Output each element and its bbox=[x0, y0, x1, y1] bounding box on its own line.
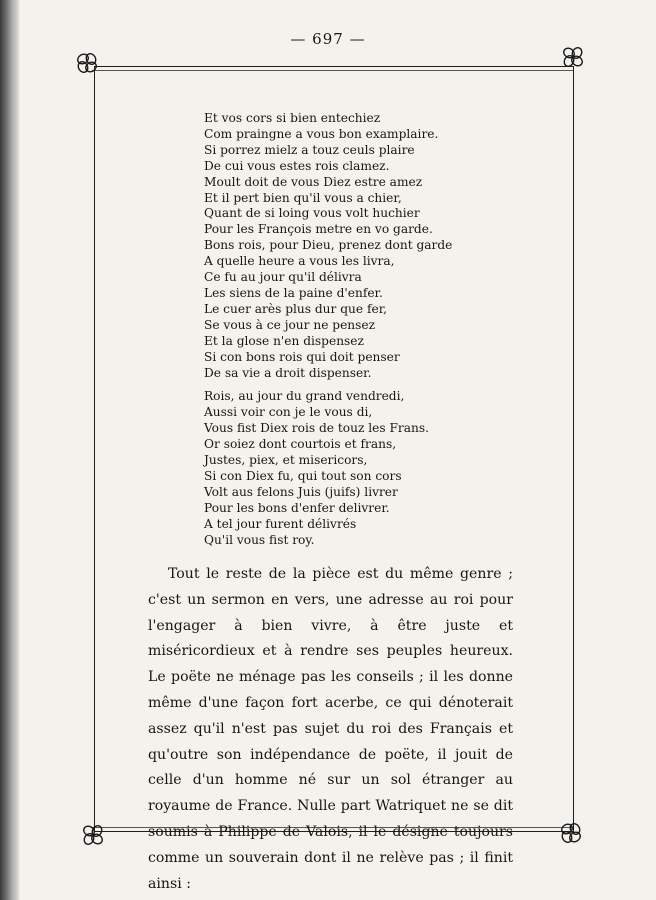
verse-line: Or soiez dont courtois et frans, bbox=[204, 437, 397, 452]
verse-line: Si con bons rois qui doit penser bbox=[204, 349, 400, 364]
verse-line: Et vos cors si bien entechiez bbox=[204, 111, 381, 125]
prose-paragraph: Tout le reste de la pièce est du même genre ; c'est un sermon en vers, une adresse au roi pour l'engager à bien vivre, à être juste et miséricordieux et à rendre ses peuples heureux. Le poëte ne ménage pas les conseils ; il les donne même d'une façon fort acerbe, ce qui dénoterait assez qu'il n'est pas sujet du roi des Français et qu'outre son indépendance de poëte, il jouit de celle d'un homme né sur un sol étranger au royaume de France. Nulle part Watriquet ne se dit soumis à Philippe de Valois, il le désigne toujours comme un souverain dont il ne relève pas ; il finit ainsi : bbox=[148, 566, 513, 892]
verse-line: Ce fu au jour qu'il délivra bbox=[204, 270, 362, 285]
verse-quotation bbox=[204, 111, 452, 548]
book-spine-shadow bbox=[0, 0, 20, 900]
verse-line: Justes, piex, et misericors, bbox=[204, 453, 368, 468]
verse-line: Pour les bons d'enfer delivrer. bbox=[204, 500, 390, 515]
verse-line: Si con Diex fu, qui tout son cors bbox=[204, 468, 402, 483]
prose-block bbox=[148, 562, 513, 897]
corner-ornament-top-right-icon bbox=[560, 44, 586, 70]
verse-line: Aussi voir con je le vous di, bbox=[204, 405, 373, 420]
verse-line: Bons rois, pour Dieu, prenez dont garde bbox=[204, 238, 453, 253]
verse-line: Volt aus felons Juis (juifs) livrer bbox=[204, 484, 398, 499]
verse-line: Vous fist Diex rois de touz les Frans. bbox=[204, 421, 430, 436]
corner-ornament-top-left-icon bbox=[74, 50, 100, 76]
verse-line: Et il pert bien qu'il vous a chier, bbox=[204, 190, 402, 205]
verse-line: Quant de si loing vous volt huchier bbox=[204, 206, 420, 221]
verse-line: Les siens de la paine d'enfer. bbox=[204, 285, 383, 300]
verse-line: De sa vie a droit dispenser. bbox=[204, 365, 372, 380]
verse-line: Se vous à ce jour ne pensez bbox=[204, 317, 376, 332]
corner-ornament-bottom-right-icon bbox=[558, 820, 584, 846]
verse-line: Si porrez mielz a touz ceuls plaire bbox=[204, 142, 415, 157]
verse-line: Et la glose n'en dispensez bbox=[204, 333, 364, 348]
verse-line: Com praingne a vous bon examplaire. bbox=[204, 126, 439, 141]
page-number: — 697 — bbox=[290, 30, 366, 48]
verse-line: Qu'il vous fist roy. bbox=[204, 532, 315, 547]
verse-stanza-1 bbox=[204, 111, 452, 381]
verse-line: De cui vous estes rois clamez. bbox=[204, 158, 390, 173]
verse-stanza-2 bbox=[204, 389, 452, 548]
verse-line: Le cuer arès plus dur que fer, bbox=[204, 301, 388, 316]
verse-line: A quelle heure a vous les livra, bbox=[204, 254, 395, 269]
stanza-gap bbox=[204, 381, 452, 389]
corner-ornament-bottom-left-icon bbox=[80, 822, 106, 848]
verse-line: Rois, au jour du grand vendredi, bbox=[204, 389, 405, 404]
verse-line: Pour les François metre en vo garde. bbox=[204, 222, 433, 237]
verse-line: Moult doit de vous Diez estre amez bbox=[204, 174, 423, 189]
verse-line: A tel jour furent délivrés bbox=[204, 516, 357, 531]
